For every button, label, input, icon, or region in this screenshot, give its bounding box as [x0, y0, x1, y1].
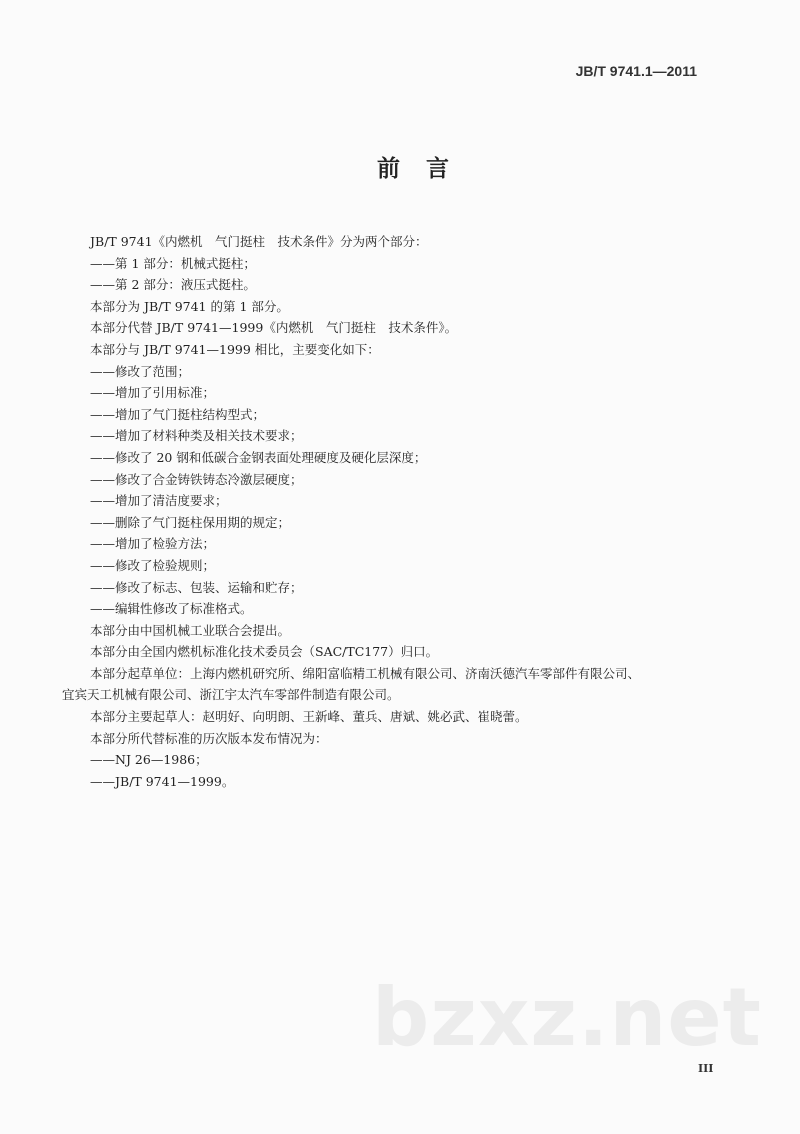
list-item: ——修改了检验规则； — [90, 557, 216, 573]
text-line: JB/T 9741《内燃机 气门挺柱 技术条件》分为两个部分： — [90, 234, 428, 249]
text-line-continuation: 宜宾天工机械有限公司、浙江宇太汽车零部件制造有限公司。 — [62, 687, 400, 703]
list-item: ——增加了材料种类及相关技术要求； — [90, 428, 303, 444]
text-line: 本部分主要起草人：赵明好、向明朗、王新峰、董兵、唐斌、姚必武、崔晓蕾。 — [90, 709, 528, 725]
list-item: ——增加了引用标准； — [90, 385, 216, 401]
text-line: 本部分由中国机械工业联合会提出。 — [90, 622, 291, 638]
foreword-body — [62, 231, 762, 792]
list-item: ——JB/T 9741—1999。 — [90, 773, 235, 789]
list-item: ——删除了气门挺柱保用期的规定； — [90, 514, 291, 530]
standard-number-header: JB/T 9741.1—2011 — [575, 63, 697, 79]
list-item: ——编辑性修改了标准格式。 — [90, 601, 253, 617]
watermark: bzxz.net — [372, 971, 762, 1064]
list-item: ——修改了标志、包装、运输和贮存； — [90, 579, 303, 595]
text-line: 本部分与 JB/T 9741—1999 相比，主要变化如下： — [90, 341, 380, 357]
list-item: ——增加了气门挺柱结构型式； — [90, 406, 266, 422]
list-item: ——修改了范围； — [90, 363, 191, 379]
page-number: III — [698, 1062, 714, 1075]
list-item: ——增加了清洁度要求； — [90, 493, 228, 509]
list-item: ——增加了检验方法； — [90, 536, 216, 552]
page-title: 前言 — [377, 155, 475, 182]
text-line: 本部分代替 JB/T 9741—1999《内燃机 气门挺柱 技术条件》。 — [90, 320, 458, 336]
list-item: ——修改了合金铸铁铸态冷激层硬度； — [90, 471, 303, 487]
text-line: 本部分为 JB/T 9741 的第 1 部分。 — [90, 298, 289, 314]
list-item: ——第 1 部分：机械式挺柱； — [90, 255, 256, 271]
text-line: 本部分由全国内燃机标准化技术委员会（SAC/TC177）归口。 — [90, 644, 439, 660]
text-line: 本部分所代替标准的历次版本发布情况为： — [90, 730, 328, 746]
list-item: ——修改了 20 钢和低碳合金钢表面处理硬度及硬化层深度； — [90, 449, 427, 465]
list-item: ——第 2 部分：液压式挺柱。 — [90, 277, 256, 293]
list-item: ——NJ 26—1986； — [90, 752, 208, 768]
text-line: 本部分起草单位：上海内燃机研究所、绵阳富临精工机械有限公司、济南沃德汽车零部件有限公司、 — [90, 665, 641, 681]
